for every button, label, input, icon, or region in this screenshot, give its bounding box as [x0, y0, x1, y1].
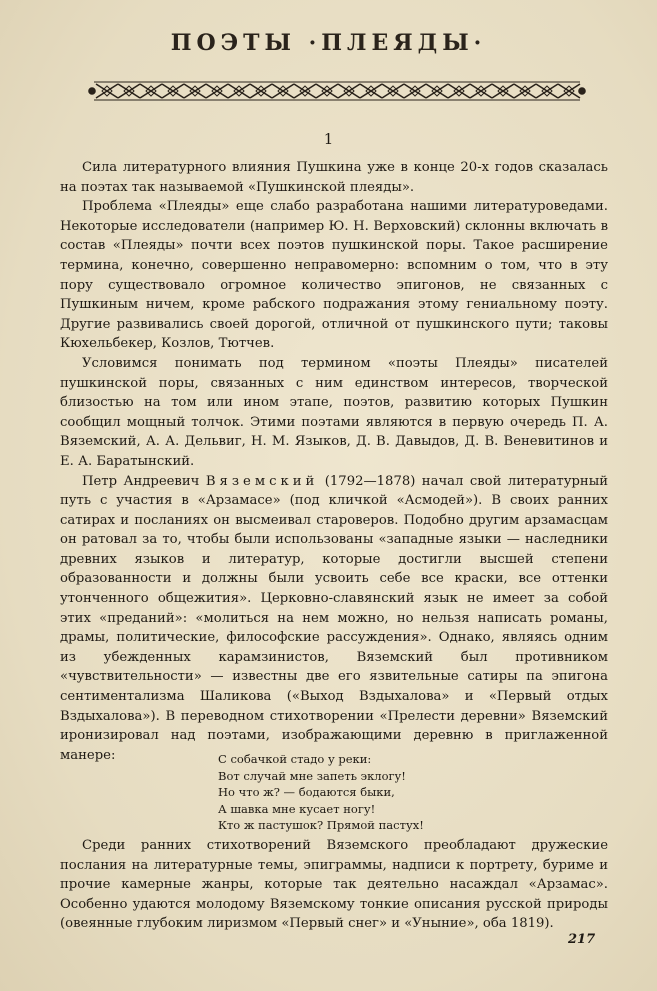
- paragraph-2: Проблема «Плеяды» еще слабо разработана нашими литературоведами. Некоторые исследователи (например Ю. Н. Верховский) склонны включать в состав «Плеяды» почти всех поэтов пушкинской поры. Такое расширение термина, конечно, совершенно неправомерно: вспомним о том, что в эту пору существовало огромное количество эпигонов, не связанных с Пушкиным ничем, кроме рабского подражания этому гениальному поэту. Другие развивались своей дорогой, отличной от пушкинского пути; таковы Кюхельбекер, Козлов, Тютчев.: [60, 199, 608, 352]
- poem-line: Кто ж пастушок? Прямой пастух!: [218, 818, 424, 832]
- poem-excerpt: [218, 751, 538, 834]
- vyazemsky-name: Вяземский: [205, 473, 319, 489]
- poem-line: Но что ж? — бодаются быки,: [218, 785, 395, 799]
- paragraph-3: Условимся понимать под термином «поэты Плеяды» писателей пушкинской поры, связанных с ним единством интересов, творческой близостью на том или ином этапе, поэтов, развитию которых Пушкин сообщил мощный толчок. Этими поэтами являются в первую очередь П. А. Вяземский, А. А. Дельвиг, Н. М. Языков, Д. В. Давыдов, Д. В. Веневитинов и Е. А. Баратынский.: [60, 355, 608, 469]
- poem-line: С собачкой стадо у реки:: [218, 752, 372, 766]
- section-number: 1: [323, 130, 334, 148]
- poem-line: А шавка мне кусает ногу!: [218, 801, 376, 816]
- paragraph-1: Сила литературного влияния Пушкина уже в конце 20-х годов сказалась на поэтах так называемой «Пушкинской плеяды».: [60, 160, 608, 195]
- vyazemsky-lead: Петр Андреевич: [82, 473, 200, 489]
- chapter-title: ПОЭТЫ ·ПЛЕЯДЫ·: [170, 30, 487, 56]
- paragraph-vyazemsky: [60, 472, 608, 766]
- main-text: [60, 158, 608, 765]
- poem-line: Вот случай мне запеть эклогу!: [218, 768, 406, 783]
- page-number: 217: [568, 932, 596, 947]
- decorative-ornament-band: [88, 80, 586, 102]
- closing-text: [60, 836, 608, 934]
- closing-paragraph: Среди ранних стихотворений Вяземского преобладают дружеские послания на литературные темы, эпиграммы, надписи к портрету, буриме и прочие камерные жанры, которые так деятельно насаждал «Арзамас». Особенно удаются молодому Вяземскому тонкие описания русской природы (овеянные глубоким лиризмом «Первый снег» и «Уныние», оба 1819).: [60, 838, 608, 932]
- vyazemsky-text: (1792—1878) начал свой литературный путь с участия в «Арзамасе» (под кличкой «Асмодей»). В своих ранних сатирах и посланиях он высмеивал староверов. Подобно другим арзамасцам он ратовал за то, чтобы были использованы «западные языки — наследники древних языков и литератур, которые достигли высшей степени образованности и должны были усвоить себе все краски, все оттенки утонченного общежития». Церковно-славянский язык не имеет за собой этих «преданий»: «молиться на нем можно, но нельзя написать романы, драмы, политические, философские рассуждения». Однако, являясь одним из убежденных карамзинистов, Вяземский был противником «чувствительности» — известны две его язвительные сатиры па эпигона сентиментализма Шаликова («Выход Вздыхалова» и «Первый отдых Вздыхалова»). В переводном стихотворении «Прелести деревни» Вяземский иронизировал над поэтами, изображающими деревню в приглаженной манере:: [60, 473, 608, 763]
